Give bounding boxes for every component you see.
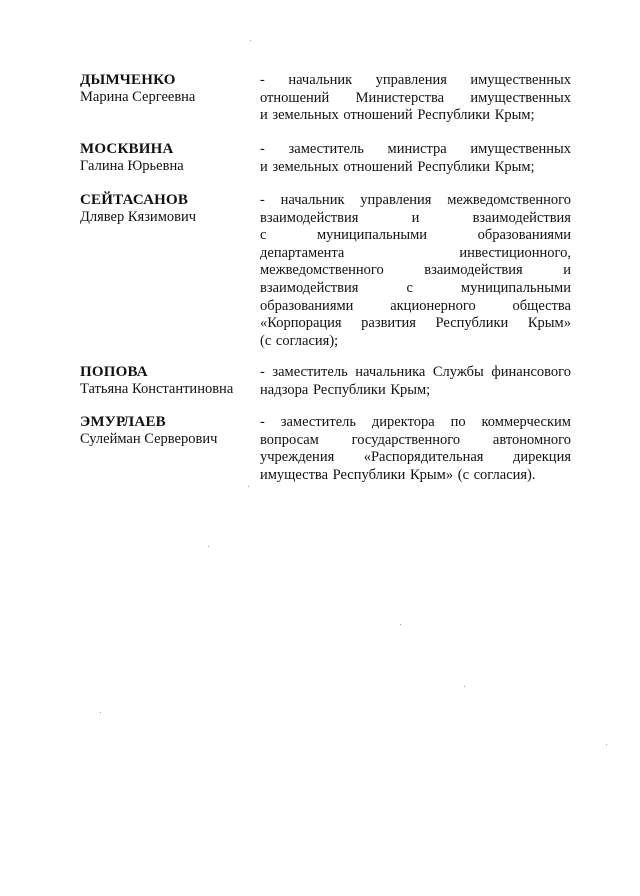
position-word: (с <box>260 332 272 349</box>
position-word: Крым; <box>390 381 431 398</box>
member-surname: ЭМУРЛАЕВ <box>80 414 166 430</box>
position-word: согласия). <box>473 466 536 483</box>
position-word: учреждения <box>260 449 335 466</box>
position-word: директора <box>371 414 435 430</box>
position-line <box>260 72 571 90</box>
position-word: взаимодействия <box>260 209 359 226</box>
position-word: управления <box>375 72 447 88</box>
scan-speck <box>208 546 209 547</box>
position-word: земельных <box>272 107 339 124</box>
member-surname: ДЫМЧЕНКО <box>80 72 176 88</box>
member-surname: МОСКВИНА <box>80 141 174 157</box>
position-word: с <box>406 279 413 296</box>
position-word: заместитель <box>272 364 348 380</box>
position-word: - <box>260 141 265 157</box>
position-word: межведомственного <box>447 192 571 208</box>
member-position <box>260 364 571 399</box>
position-word: начальник <box>288 72 353 88</box>
position-word: государственного <box>351 431 461 448</box>
position-word: общества <box>512 297 571 314</box>
member-surname: ПОПОВА <box>80 364 148 380</box>
position-word: взаимодействия <box>424 262 523 279</box>
position-word: Республики <box>312 381 386 398</box>
position-word: Республики <box>332 466 406 483</box>
position-line <box>260 245 571 263</box>
position-word: - <box>260 192 265 208</box>
member-given-name: Галина Юрьевна <box>80 158 184 174</box>
position-line <box>260 210 571 228</box>
position-word: - <box>260 364 265 380</box>
position-word: коммерческим <box>481 414 571 430</box>
position-word: и <box>411 209 420 226</box>
position-word: отношений <box>260 89 330 106</box>
member-name <box>80 192 255 226</box>
position-word: муниципальными <box>460 279 571 296</box>
member-position <box>260 141 571 176</box>
position-word: Крым» <box>410 466 454 483</box>
position-word: развития <box>361 315 416 332</box>
position-word: взаимодействия <box>260 279 359 296</box>
position-word: межведомственного <box>260 262 384 279</box>
position-line <box>260 333 571 351</box>
position-word: заместитель <box>288 141 364 157</box>
member-given-name: Сулейман Серверович <box>80 431 218 447</box>
position-line <box>260 227 571 245</box>
position-word: надзора <box>260 381 309 398</box>
position-word: имущественных <box>470 72 571 88</box>
position-word: заместитель <box>280 414 357 430</box>
position-line <box>260 315 571 333</box>
scan-speck <box>250 40 251 41</box>
position-word: Республики <box>417 158 491 175</box>
member-given-name: Марина Сергеевна <box>80 89 196 105</box>
scan-speck <box>400 624 401 625</box>
position-line <box>260 382 571 400</box>
member-position <box>260 192 571 350</box>
position-word: инвестиционного, <box>459 244 571 261</box>
position-line <box>260 107 571 125</box>
position-word: согласия); <box>275 332 339 349</box>
position-word: имущества <box>260 466 329 483</box>
position-word: с <box>260 227 267 244</box>
position-word: министра <box>387 141 447 157</box>
position-word: муниципальными <box>316 227 428 244</box>
position-word: автономного <box>492 431 571 448</box>
position-word: Крым» <box>527 315 571 332</box>
position-word: и <box>260 107 268 124</box>
position-word: «Распорядительная <box>363 449 484 466</box>
member-surname: СЕЙТАСАНОВ <box>80 192 189 208</box>
position-word: образованиями <box>260 297 354 314</box>
position-word: образованиями <box>477 227 571 244</box>
scan-speck <box>464 686 465 687</box>
position-line <box>260 159 571 177</box>
position-word: Службы <box>432 364 484 380</box>
scan-speck <box>100 712 101 713</box>
position-word: отношений <box>343 107 413 124</box>
position-word: Крым; <box>494 107 535 124</box>
member-name <box>80 414 255 448</box>
position-word: управления <box>360 192 432 208</box>
position-line <box>260 262 571 280</box>
member-name <box>80 72 255 106</box>
position-word: и <box>563 262 571 279</box>
position-line <box>260 414 571 432</box>
position-line <box>260 192 571 210</box>
position-word: по <box>450 414 466 430</box>
position-word: «Корпорация <box>260 315 342 332</box>
member-name <box>80 364 255 398</box>
scan-speck <box>606 744 607 745</box>
position-word: дирекция <box>512 449 571 466</box>
position-line <box>260 432 571 450</box>
position-word: (с <box>457 466 469 483</box>
position-line <box>260 364 571 382</box>
position-word: Республики <box>435 315 509 332</box>
scan-speck <box>248 486 249 487</box>
position-line <box>260 280 571 298</box>
position-word: начальник <box>280 192 345 208</box>
position-word: - <box>260 414 265 430</box>
position-word: земельных <box>272 158 339 175</box>
position-line <box>260 90 571 108</box>
position-word: имущественных <box>470 141 571 157</box>
member-position <box>260 72 571 125</box>
position-word: акционерного <box>390 297 476 314</box>
position-word: Министерства <box>355 89 445 106</box>
position-word: и <box>260 158 268 175</box>
member-name <box>80 141 255 175</box>
position-word: Республики <box>417 107 491 124</box>
position-word: отношений <box>343 158 413 175</box>
position-line <box>260 449 571 467</box>
position-word: Крым; <box>494 158 535 175</box>
position-word: финансового <box>491 364 571 380</box>
member-position <box>260 414 571 484</box>
position-line <box>260 141 571 159</box>
position-word: взаимодействия <box>472 209 571 226</box>
member-given-name: Длявер Кязимович <box>80 209 197 225</box>
position-word: вопросам <box>260 431 319 448</box>
position-word: - <box>260 72 265 88</box>
position-word: начальника <box>355 364 426 380</box>
member-given-name: Татьяна Константиновна <box>80 381 234 397</box>
position-line <box>260 467 571 485</box>
position-line <box>260 298 571 316</box>
position-word: департамента <box>260 244 345 261</box>
position-word: имущественных <box>470 89 571 106</box>
